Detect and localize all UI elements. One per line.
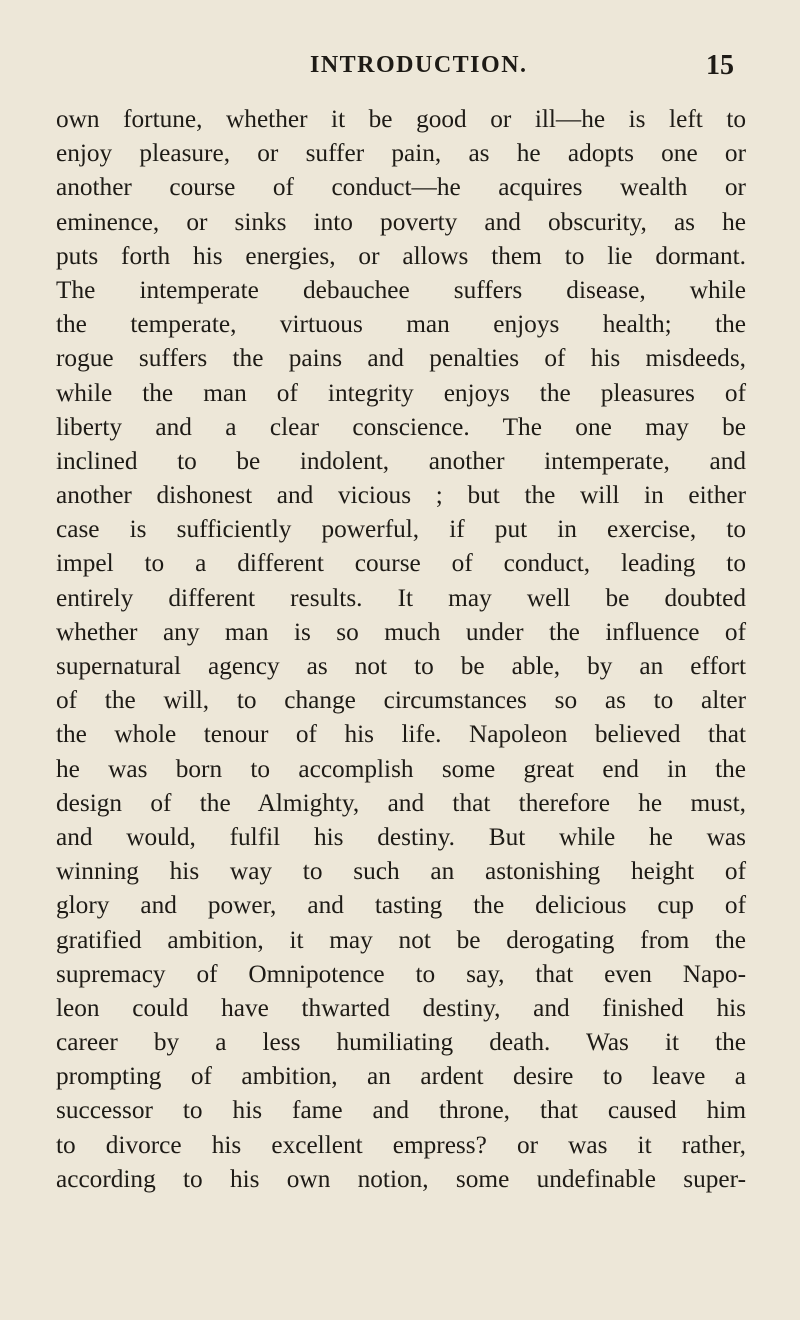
- page-number: 15: [706, 50, 734, 81]
- text-line: glory and power, and tasting the delicious cup of: [56, 891, 746, 920]
- text-line: the temperate, virtuous man enjoys health; the: [56, 310, 746, 339]
- text-line: puts forth his energies, or allows them to lie dormant.: [56, 241, 746, 270]
- text-line: another dishonest and vicious ; but the will in either: [56, 481, 746, 510]
- text-line: while the man of integrity enjoys the pleasures of: [56, 378, 746, 407]
- text-line: eminence, or sinks into poverty and obscurity, as he: [56, 207, 746, 236]
- text-line: entirely different results. It may well be doubted: [56, 583, 746, 612]
- body-text: [56, 102, 746, 1196]
- text-line: case is sufficiently powerful, if put in exercise, to: [56, 515, 746, 544]
- text-line: prompting of ambition, an ardent desire to leave a: [56, 1062, 746, 1091]
- text-line: own fortune, whether it be good or ill—he is left to: [56, 105, 746, 133]
- text-line: whether any man is so much under the influence of: [56, 617, 746, 646]
- text-line: the whole tenour of his life. Napoleon believed that: [56, 720, 746, 749]
- text-line: supremacy of Omnipotence to say, that even Napo-: [56, 959, 746, 988]
- text-line: successor to his fame and throne, that caused him: [56, 1096, 746, 1125]
- text-line: and would, fulfil his destiny. But while he was: [56, 822, 746, 851]
- text-line: supernatural agency as not to be able, by an effort: [56, 652, 746, 680]
- running-header: [116, 52, 734, 86]
- text-line: rogue suffers the pains and penalties of his misdeeds,: [56, 344, 746, 373]
- text-line: career by a less humiliating death. Was it the: [56, 1028, 746, 1057]
- text-line: winning his way to such an astonishing height of: [56, 857, 746, 886]
- chapter-title: INTRODUCTION.: [310, 52, 528, 78]
- text-line: he was born to accomplish some great end in the: [56, 754, 746, 783]
- text-line: liberty and a clear conscience. The one may be: [56, 412, 746, 441]
- text-line: design of the Almighty, and that therefore he must,: [56, 788, 746, 817]
- text-line: inclined to be indolent, another intemperate, and: [56, 446, 746, 475]
- text-line: gratified ambition, it may not be derogating from the: [56, 925, 746, 954]
- text-line: to divorce his excellent empress? or was it rather,: [56, 1130, 746, 1159]
- text-line: leon could have thwarted destiny, and finished his: [56, 993, 746, 1022]
- text-line: The intemperate debauchee suffers disease, while: [56, 275, 746, 304]
- text-line: another course of conduct—he acquires wealth or: [56, 173, 746, 202]
- text-line: according to his own notion, some undefinable super-: [56, 1164, 746, 1193]
- text-line: impel to a different course of conduct, leading to: [56, 549, 746, 578]
- text-line: of the will, to change circumstances so as to alter: [56, 686, 746, 715]
- text-line: enjoy pleasure, or suffer pain, as he adopts one or: [56, 139, 746, 168]
